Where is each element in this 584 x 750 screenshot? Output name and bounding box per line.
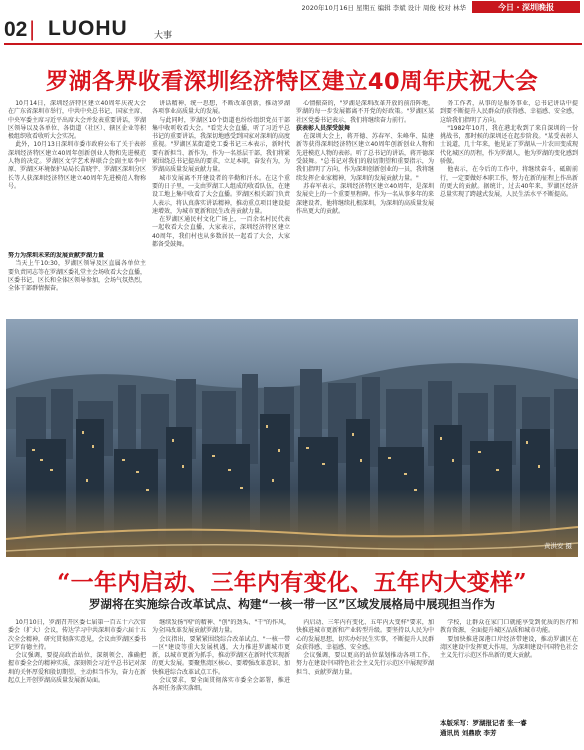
byline-correspondent: 通讯员 刘鼎欧 李芳	[440, 729, 497, 737]
article1-column-2	[152, 100, 290, 315]
photo-caption: 黄洪安 摄	[543, 542, 572, 550]
article1-column-3	[296, 100, 434, 315]
paragraph: 心情振奋的，"罗湖是深圳改革开放的前沿阵地，罗湖的每一步发展都离不开党的好政策。"罗湖区某社区党委书记表示，我们将继续奋力前行。	[296, 100, 434, 124]
byline	[440, 718, 578, 738]
page-number: 02|	[4, 18, 35, 41]
paragraph: 学校，让群众在家门口就能享受到优质的医疗和教育资源，全面提升城区品质和城市功能。	[440, 619, 578, 635]
article1-column-4	[440, 100, 578, 315]
paragraph: 10月10日，罗湖召开区委七届第一百五十六次常委会（扩大）会议，传达学习中共深圳市委六届十五次全会精神，研究贯彻落实意见，会议由罗湖区委书记罗育德主持。	[8, 619, 146, 651]
header-divider	[4, 43, 582, 45]
section-subtitle: 大事	[154, 31, 173, 41]
paragraph: 此外，10月13日深圳市委市政府公布了关于表彰深圳经济特区建立40周年创新创业人物和先进模范人物的决定。罗湖区文学艺术界联合会副主席李中原、罗湖区环境保护局局长苗晓宇、罗湖区深圳分区长等人获深圳经济特区建立40周年先进模范人物称号。	[8, 141, 146, 190]
subhead: 努力为深圳未来的发展贡献罗湖力量	[8, 252, 105, 259]
paragraph: 与此同时，罗湖区10个街道也纷纷组织党员干部集中收听收看大会。"看完大会直播，听了习近平总书记的重要讲话，我深切地感受到国家对深圳的高度重视。"罗湖区某街道党工委书记三本表示，新时代要有新担当、新作为，作为一名基层干部，我们将紧紧围绕总书记提出的要求，立足本职，奋发有为，为罗湖高质量发展贡献力量。	[152, 116, 290, 174]
headline-secondary: “一年内启动、三年内有变化、五年内大变样”	[57, 569, 527, 596]
paragraph: 内启动、三年内有变化、五年内大变样"要求，加快推进城市更新和产业转型升级。要坚持以人民为中心的发展思想，切实办好民生实事，不断提升人民群众获得感、幸福感、安全感。	[296, 619, 434, 651]
paragraph: 务工作者，从事的是服务事业，总书记讲话中提到要不断提升人民群众的获得感、幸福感、安全感，这给我们指明了方向。	[440, 100, 578, 124]
paragraph: 要加快推进深港口岸经济带建设，推动罗湖区在湾区建设中发挥更大作用，为深圳建设中国特色社会主义先行示范区作出新的更大贡献。	[440, 635, 578, 660]
paragraph: "1982年10月，我在港北收到了来自深圳的一份挑战书，那时候的深圳还在起步阶段。"某受表彰人士说道，几十年来，他见证了罗湖从一片农田变成现代化城区的历程，作为罗湖人，他为罗湖的变化感到骄傲。	[440, 124, 578, 166]
article2-column-3	[296, 619, 434, 744]
paragraph: 会议指出，要紧紧围绕综合改革试点、"一核一带一区"建设等重大发展机遇，大力推进罗湖城市更新，以城市更新为抓手，推动罗湖区在新时代实现新的更大发展。要聚焦湾区核心、要增强改革意识、加快推进综合改革试点工作。	[152, 635, 290, 676]
paragraph: 在罗湖区通民村文化广场上，一百余名村民代表一起收看大会直播，大家表示，深圳经济特区建立40周年，我们村也从多数居民一起看了大会，大家都备受鼓舞。	[152, 216, 290, 249]
newspaper-logo: 今日・深圳晚报	[472, 1, 580, 13]
paragraph: 他表示，在今后的工作中，将继续奋斗，砥砺前行，一定要做好本职工作，努力在新的征程上作出新的更大的贡献。据统计，过去40年来，罗湖区经济总量实现了跨越式发展，人民生活水平不断提高。	[440, 166, 578, 199]
paragraph: 在深圳大会上，蒋开德、苏春军、朱峰华、陆建新等获得深圳经济特区建立40周年创新创业人物和先进模范人物的表彰。听了总书记的讲话，蒋开德深受鼓舞。"总书记对我们的殷切期望和重要指示，为我们指明了方向，作为深圳创新创业的一员，我将继续发挥企业家精神，为深圳的发展贡献力量。"	[296, 133, 434, 182]
paragraph: 会议要求，要全面贯彻落实市委全会部署，推进各项任务落实落细。	[152, 677, 290, 693]
paragraph: 继续发扬"闯"的精神、"创"的劲头、"干"的作风，为全国改革发展贡献罗湖力量。	[152, 619, 290, 635]
paragraph: 会议强调，要以更高的站位谋划推动各项工作，努力在建设中国特色社会主义先行示范区中展现罗湖担当、贡献罗湖力量。	[296, 652, 434, 676]
article1-column-1	[8, 100, 146, 252]
city-night-photo	[6, 319, 578, 557]
headline-main: 罗湖各界收看深圳经济特区建立40周年庆祝大会	[45, 69, 539, 95]
paragraph: 讲话精神，统一思想，不断改革创新，推动罗湖各项事业高质量大的发展。	[152, 100, 290, 116]
section-title: LUOHU	[48, 17, 128, 40]
issue-meta: 2020年10月16日 星期五 编辑 李斌 设计 周俊 校对 林华	[301, 4, 466, 12]
article1-column-1b	[8, 252, 146, 315]
subheadline: 罗湖将在实施综合改革试点、构建“一核一带一区”区域发展格局中展现担当作为	[88, 597, 496, 611]
byline-author: 本版采写：罗湖报记者 张一睿	[440, 719, 527, 727]
paragraph: 10月14日，深圳经济特区建立40周年庆祝大会在广东省深圳市举行，中共中央总书记、国家主席、中央军委主席习近平出席大会并发表重要讲话，罗湖区领导以及各单位、各街道（社区）、辖区企业等积极组织收看收听大会实况。	[8, 100, 146, 141]
subhead: 获表彰人员深受鼓舞	[296, 124, 351, 132]
paragraph: 城市发展离不开建设者的辛勤和汗水。在这个重要的日子里，一支由罗湖工人组成的收看队伍，在建设工地上集中收看了大会直播。罗湖区相关部门负责人表示，将认真落实讲话精神，推动重点项目建设提速增效，为城市更新和民生改善贡献力量。	[152, 174, 290, 215]
paragraph: 当天上午10:30，罗湖区领导及区直属各单位主要负责同志等在罗湖区委礼堂主会场收看大会直播，区委书记、区长和全体区领导参加，会场气氛热烈，全体干部群情振奋。	[8, 260, 146, 293]
article2-column-2	[152, 619, 290, 744]
paragraph: 会议强调，要提高政治站位，深刻领会、准确把握市委全会的精神实质，深刻领会习近平总书记对深圳的关怀厚爱和殷切期望，主动担当作为，奋力在新起点上开创罗湖高质量发展新局面。	[8, 652, 146, 685]
masthead-bar	[0, 0, 584, 14]
article2-column-4	[440, 619, 578, 715]
article2-column-1	[8, 619, 146, 744]
paragraph: 苏春军表示，深圳经济特区建立40周年，是深圳发展史上的一个重要里程碑。作为一名从事多年的来深建设者，他将继续扎根深圳，为深圳的高质量发展作出更大的贡献。	[296, 182, 434, 215]
